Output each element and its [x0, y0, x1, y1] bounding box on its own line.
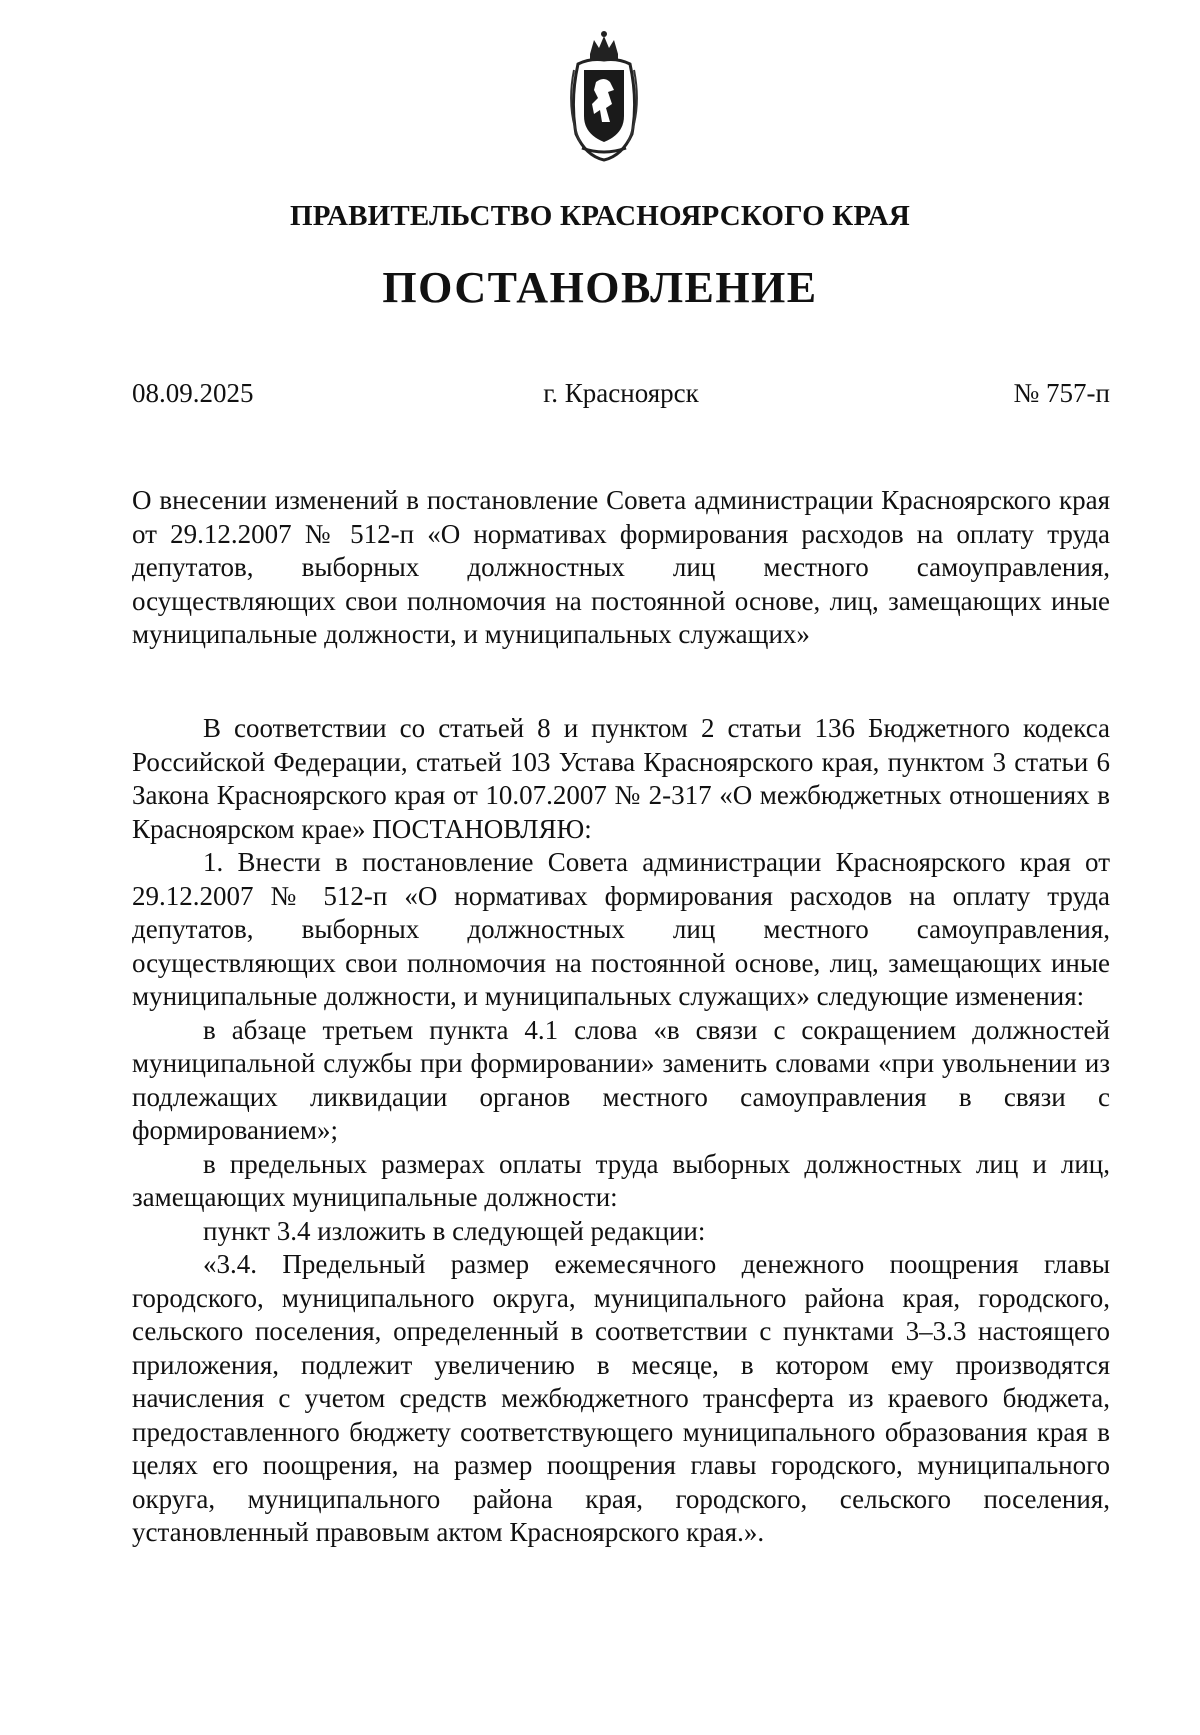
document-city: г. Красноярск	[543, 378, 699, 408]
document-meta	[132, 378, 1110, 418]
document-number: № 757-п	[1013, 378, 1110, 408]
document-date: 08.09.2025	[132, 378, 254, 408]
body-paragraph: В соответствии со статьей 8 и пунктом 2 статьи 136 Бюджетного кодекса Российской Федерации, статьей 103 Устава Красноярского края, пунктом 3 статьи 6 Закона Красноярского края от 10.07.2007 № 2-317 «О межбюджетных отношениях в Красноярском крае» ПОСТАНОВЛЯЮ:	[132, 713, 1110, 844]
body-paragraph: «3.4. Предельный размер ежемесячного денежного поощрения главы городского, муниципального округа, муниципального района края, городского, сельского поселения, определенный в соответствии с пунктами 3–3.3 настоящего приложения, подлежит увеличению в месяце, в котором ему производятся начисления с учетом средств межбюджетного трансферта из краевого бюджета, предоставленного бюджету соответствующего муниципального образования края в целях его поощрения, на размер поощрения главы городского, муниципального округа, муниципального района края, городского, сельского поселения, установленный правовым актом Красноярского края.».	[132, 1249, 1110, 1547]
organization-name: ПРАВИТЕЛЬСТВО КРАСНОЯРСКОГО КРАЯ	[289, 200, 911, 232]
document-type: ПОСТАНОВЛЕНИЕ	[382, 263, 818, 312]
body-paragraph: пункт 3.4 изложить в следующей редакции:	[203, 1215, 706, 1246]
body-paragraph: в предельных размерах оплаты труда выборных должностных лиц и лиц, замещающих муниципальные должности:	[132, 1148, 1110, 1212]
document-title: О внесении изменений в постановление Совета администрации Красноярского края от 29.12.2007 № 512-п «О нормативах формирования расходов на оплату труда депутатов, выборных должностных лиц местного самоуправления, осуществляющих свои полномочия на постоянной основе, лиц, замещающих иные муниципальные должности, и муниципальных служащих»	[132, 485, 1110, 649]
document-body	[132, 712, 1110, 1550]
body-paragraph: 1. Внести в постановление Совета администрации Красноярского края от 29.12.2007 № 512-п «О нормативах формирования расходов на оплату труда депутатов, выборных должностных лиц местного самоуправления, осуществляющих свои полномочия на постоянной основе, лиц, замещающих иные муниципальные должности, и муниципальных служащих» следующие изменения:	[132, 847, 1110, 1011]
krasnoyarsk-coat-of-arms-icon	[568, 30, 640, 164]
body-paragraph: в абзаце третьем пункта 4.1 слова «в связи с сокращением должностей муниципальной службы при формировании» заменить словами «при увольнении из подлежащих ликвидации органов местного самоуправления в связи с формированием»;	[132, 1014, 1110, 1145]
